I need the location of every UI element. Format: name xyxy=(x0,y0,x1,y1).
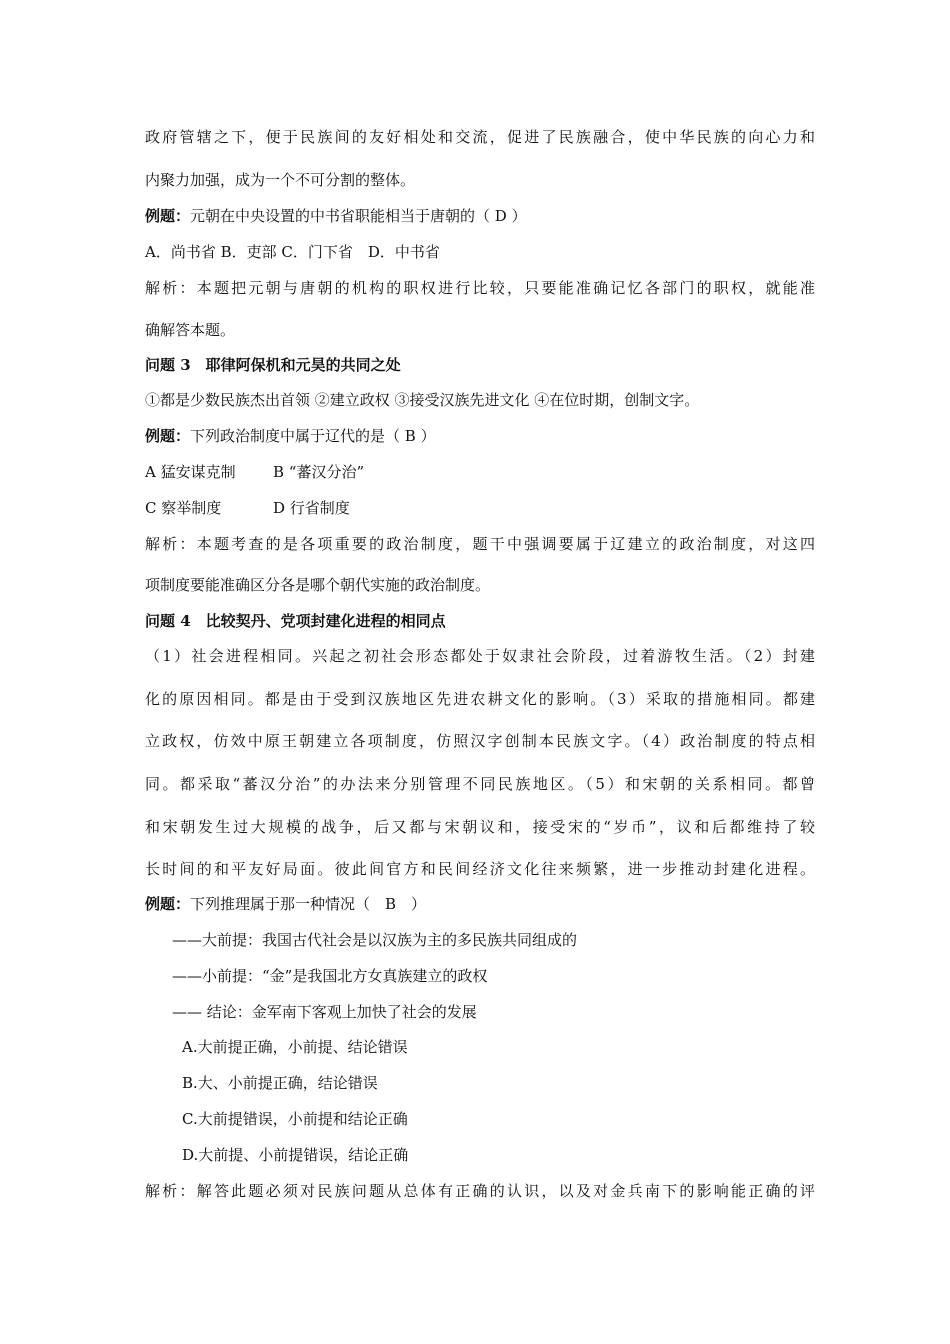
example-label: 例题： xyxy=(145,895,191,913)
example-2-question xyxy=(145,426,815,446)
option-d: D 行省制度 xyxy=(273,499,350,517)
problem-3-title: 问题 3 耶律阿保机和元昊的共同之处 xyxy=(145,356,401,374)
example-3-analysis: 解析：解答此题必须对民族问题从总体有正确的认识，以及对金兵南下的影响能正确的评 xyxy=(145,1182,815,1200)
example-3-question xyxy=(145,894,815,914)
example-label: 例题： xyxy=(145,207,191,225)
problem-4-line: 同。都采取“蕃汉分治”的办法来分别管理不同民族地区。（5）和宋朝的关系相同。都曾 xyxy=(145,775,815,793)
paragraph-line: 政府管辖之下，便于民族间的友好相处和交流，促进了民族融合，使中华民族的向心力和 xyxy=(145,128,815,146)
problem-4-line: （1）社会进程相同。兴起之初社会形态都处于奴隶社会阶段，过着游牧生活。（2）封建 xyxy=(145,647,815,665)
question-text: 元朝在中央设置的中书省职能相当于唐朝的（ D ） xyxy=(190,207,527,225)
example-1-options: A．尚书省 B．吏部 C．门下省 D．中书省 xyxy=(145,243,440,261)
option-d: D.大前提、小前提错误，结论正确 xyxy=(182,1146,409,1164)
example-2-analysis-cont: 项制度要能准确区分各是哪个朝代实施的政治制度。 xyxy=(145,576,491,594)
example-2-options-cd xyxy=(145,498,815,518)
example-1-question xyxy=(145,206,815,226)
option-c: C.大前提错误，小前提和结论正确 xyxy=(182,1110,408,1128)
problem-4-line: 化的原因相同。都是由于受到汉族地区先进农耕文化的影响。（3）采取的措施相同。都建 xyxy=(145,690,815,708)
option-a: A.大前提正确，小前提、结论错误 xyxy=(182,1038,408,1056)
example-label: 例题： xyxy=(145,427,191,445)
example-2-analysis: 解析：本题考查的是各项重要的政治制度，题干中强调要属于辽建立的政治制度，对这四 xyxy=(145,535,815,553)
example-1-analysis-cont: 确解答本题。 xyxy=(145,321,236,339)
example-2-options-ab xyxy=(145,462,815,482)
option-b: B “蕃汉分治” xyxy=(273,463,365,481)
option-a: A 猛安谋克制 xyxy=(145,463,236,481)
problem-4-title: 问题 4 比较契丹、党项封建化进程的相同点 xyxy=(145,612,446,630)
problem-3-content: ①都是少数民族杰出首领 ②建立政权 ③接受汉族先进文化 ④在位时期，创制文字。 xyxy=(145,391,700,409)
problem-4-line: 长时间的和平友好局面。彼此间官方和民间经济文化往来频繁，进一步推动封建化进程。 xyxy=(145,860,815,878)
example-1-analysis: 解析：本题把元朝与唐朝的机构的职权进行比较，只要能准确记忆各部门的职权，就能准 xyxy=(145,279,815,297)
minor-premise: ——小前提：“金”是我国北方女真族建立的政权 xyxy=(172,967,488,985)
option-c: C 察举制度 xyxy=(145,499,222,517)
paragraph-line: 内聚力加强，成为一个不可分割的整体。 xyxy=(145,171,416,189)
conclusion: —— 结论：金军南下客观上加快了社会的发展 xyxy=(172,1003,477,1021)
question-text: 下列政治制度中属于辽代的是（ B ） xyxy=(190,427,436,445)
problem-4-line: 和宋朝发生过大规模的战争，后又都与宋朝议和，接受宋的“岁币”，议和后都维持了较 xyxy=(145,818,815,836)
problem-4-line: 立政权，仿效中原王朝建立各项制度，仿照汉字创制本民族文字。（4）政治制度的特点相 xyxy=(145,732,815,750)
option-b: B.大、小前提正确，结论错误 xyxy=(182,1074,378,1092)
major-premise: ——大前提：我国古代社会是以汉族为主的多民族共同组成的 xyxy=(172,931,578,949)
question-text: 下列推理属于那一种情况（ B ） xyxy=(190,895,427,913)
